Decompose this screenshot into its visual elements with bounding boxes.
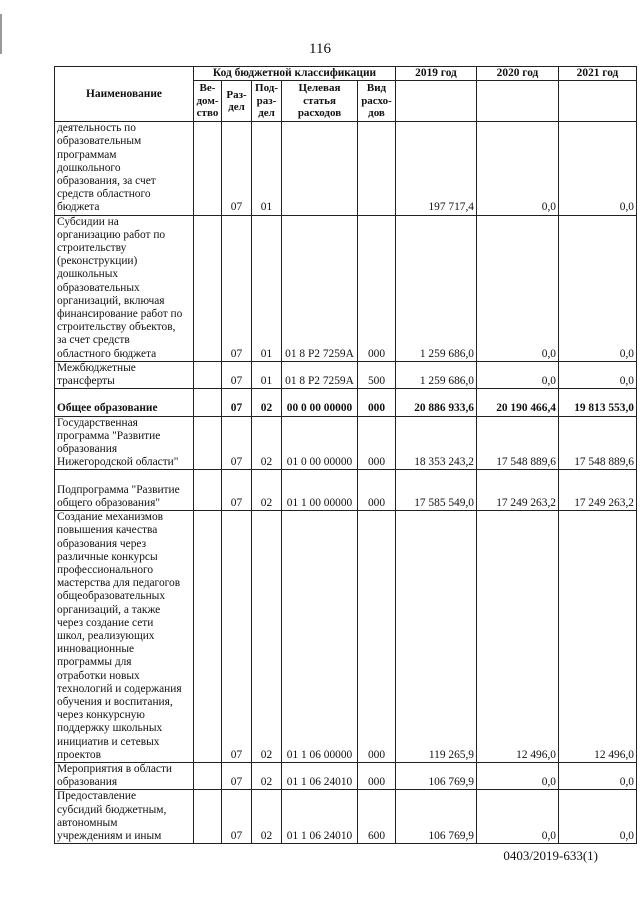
row-2021: 0,0 <box>559 762 637 789</box>
row-podrazdel: 01 <box>252 361 282 388</box>
row-name: Мероприятия в области образования <box>55 762 194 789</box>
row-podrazdel: 01 <box>252 215 282 361</box>
row-name: Субсидии на организацию работ по строительству (реконструкции) дошкольных образовательных организаций, включая финансирование работ по строительству объектов, за счет средств областного бюджета <box>55 215 194 361</box>
row-2021: 17 548 889,6 <box>559 416 637 470</box>
row-podrazdel: 01 <box>252 122 282 215</box>
row-2019: 106 769,9 <box>396 790 477 844</box>
row-2021: 0,0 <box>559 361 637 388</box>
footer-document-code: 0403/2019-633(1) <box>503 848 598 863</box>
row-vedomstvo <box>194 416 222 470</box>
row-name: Предоставление субсидий бюджетным, автономным учреждениям и иным <box>55 790 194 844</box>
row-vedomstvo <box>194 470 222 511</box>
row-2019: 119 265,9 <box>396 511 477 763</box>
table-row <box>55 122 637 215</box>
row-vedomstvo <box>194 215 222 361</box>
row-2020: 0,0 <box>477 361 559 388</box>
row-vid: 000 <box>358 470 396 511</box>
row-vid: 000 <box>358 416 396 470</box>
header-vid: Вид расхо- дов <box>358 81 396 122</box>
row-razdel: 07 <box>222 389 252 416</box>
row-name: Общее образование <box>55 389 194 416</box>
header-2021: 2021 год <box>559 67 637 81</box>
row-target: 01 1 06 24010 <box>282 762 358 789</box>
table-row <box>55 511 637 763</box>
table-row <box>55 215 637 361</box>
row-vid: 000 <box>358 215 396 361</box>
row-vedomstvo <box>194 122 222 215</box>
row-name: Подпрограмма "Развитие общего образования" <box>55 470 194 511</box>
header-2020: 2020 год <box>477 67 559 81</box>
row-razdel: 07 <box>222 790 252 844</box>
row-2019: 18 353 243,2 <box>396 416 477 470</box>
row-razdel: 07 <box>222 122 252 215</box>
row-razdel: 07 <box>222 470 252 511</box>
row-vid: 000 <box>358 389 396 416</box>
table-row <box>55 416 637 470</box>
row-target: 01 1 06 00000 <box>282 511 358 763</box>
row-2021: 19 813 553,0 <box>559 389 637 416</box>
row-razdel: 07 <box>222 361 252 388</box>
header-2019-blank <box>396 81 477 122</box>
row-vid <box>358 122 396 215</box>
table-row <box>55 470 637 511</box>
row-razdel: 07 <box>222 762 252 789</box>
row-vid: 000 <box>358 762 396 789</box>
row-2020: 0,0 <box>477 762 559 789</box>
row-target: 01 1 00 00000 <box>282 470 358 511</box>
row-vid: 000 <box>358 511 396 763</box>
row-razdel: 07 <box>222 215 252 361</box>
header-code-group: Код бюджетной классификации <box>194 67 396 81</box>
row-razdel: 07 <box>222 416 252 470</box>
row-name: Государственная программа "Развитие образования Нижегородской области" <box>55 416 194 470</box>
table-row <box>55 762 637 789</box>
row-name: деятельность по образовательным программам дошкольного образования, за счет средств областного бюджета <box>55 122 194 215</box>
header-vedomstvo: Ве- дом- ство <box>194 81 222 122</box>
row-2021: 0,0 <box>559 215 637 361</box>
row-target: 00 0 00 00000 <box>282 389 358 416</box>
header-name: Наименование <box>55 67 194 122</box>
row-razdel: 07 <box>222 511 252 763</box>
row-vid: 600 <box>358 790 396 844</box>
row-2019: 106 769,9 <box>396 762 477 789</box>
row-target <box>282 122 358 215</box>
row-vid: 500 <box>358 361 396 388</box>
budget-table <box>54 66 637 844</box>
row-podrazdel: 02 <box>252 389 282 416</box>
page-number: 116 <box>309 41 331 57</box>
row-2019: 20 886 933,6 <box>396 389 477 416</box>
table-row <box>55 361 637 388</box>
header-podrazdel: Под- раз- дел <box>252 81 282 122</box>
row-vedomstvo <box>194 389 222 416</box>
row-target: 01 1 06 24010 <box>282 790 358 844</box>
row-2020: 0,0 <box>477 122 559 215</box>
row-2020: 17 548 889,6 <box>477 416 559 470</box>
row-podrazdel: 02 <box>252 762 282 789</box>
row-podrazdel: 02 <box>252 470 282 511</box>
row-vedomstvo <box>194 511 222 763</box>
header-2021-blank <box>559 81 637 122</box>
row-2020: 12 496,0 <box>477 511 559 763</box>
header-target: Целевая статья расходов <box>282 81 358 122</box>
row-target: 01 8 Р2 7259А <box>282 215 358 361</box>
row-podrazdel: 02 <box>252 416 282 470</box>
row-2020: 0,0 <box>477 790 559 844</box>
row-2020: 20 190 466,4 <box>477 389 559 416</box>
row-podrazdel: 02 <box>252 511 282 763</box>
row-vedomstvo <box>194 790 222 844</box>
row-name: Межбюджетные трансферты <box>55 361 194 388</box>
row-2021: 0,0 <box>559 122 637 215</box>
row-podrazdel: 02 <box>252 790 282 844</box>
row-2021: 17 249 263,2 <box>559 470 637 511</box>
header-razdel: Раз- дел <box>222 81 252 122</box>
row-name: Создание механизмов повышения качества образования через различные конкурсы профессионального мастерства для педагогов общеобразовательных организаций, а также через создание сети школ, реализующих инновационные программы для отработки новых технологий и содержания обучения и воспитания, через конкурсную поддержку школьных инициатив и сетевых проектов <box>55 511 194 763</box>
row-2019: 17 585 549,0 <box>396 470 477 511</box>
row-2021: 12 496,0 <box>559 511 637 763</box>
table-row <box>55 790 637 844</box>
header-2020-blank <box>477 81 559 122</box>
row-2019: 1 259 686,0 <box>396 215 477 361</box>
row-vedomstvo <box>194 361 222 388</box>
header-2019: 2019 год <box>396 67 477 81</box>
row-2020: 17 249 263,2 <box>477 470 559 511</box>
row-vedomstvo <box>194 762 222 789</box>
row-2019: 197 717,4 <box>396 122 477 215</box>
row-2021: 0,0 <box>559 790 637 844</box>
table-row <box>55 389 637 416</box>
row-2020: 0,0 <box>477 215 559 361</box>
row-target: 01 0 00 00000 <box>282 416 358 470</box>
row-2019: 1 259 686,0 <box>396 361 477 388</box>
row-target: 01 8 Р2 7259А <box>282 361 358 388</box>
